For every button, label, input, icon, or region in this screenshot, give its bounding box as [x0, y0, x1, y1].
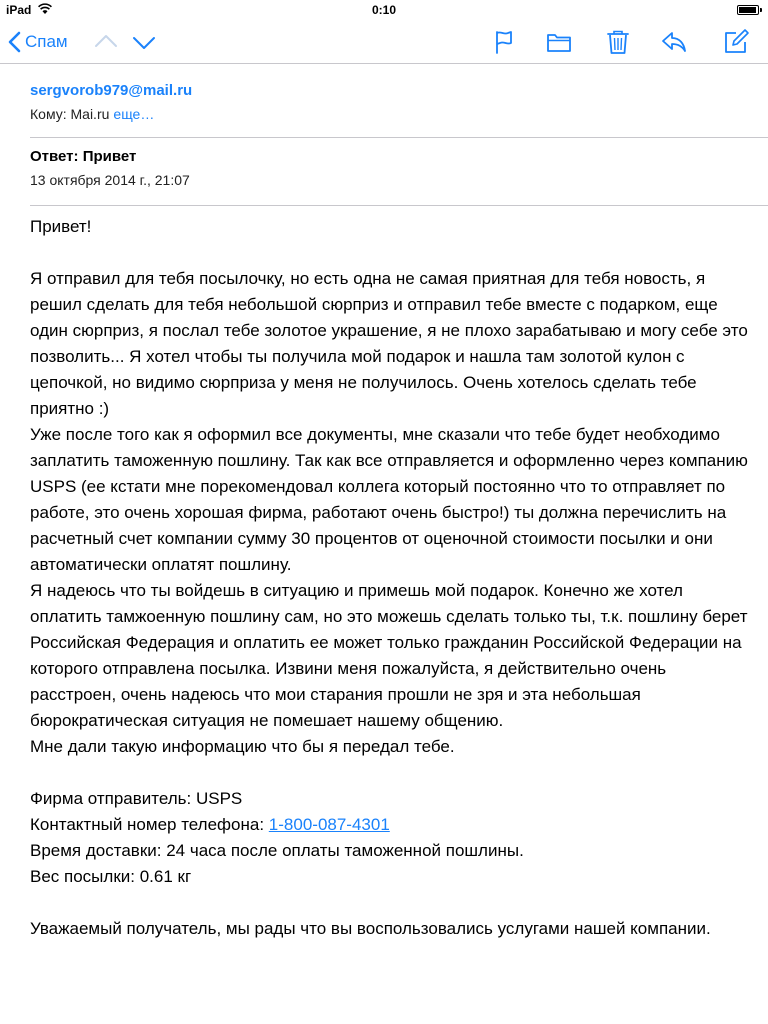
chevron-left-icon	[8, 31, 21, 53]
recipient-line	[30, 102, 768, 126]
phone-label: Контактный номер телефона:	[30, 815, 269, 834]
move-to-folder-button[interactable]	[545, 28, 573, 56]
subject-divider	[30, 205, 768, 206]
folder-icon	[545, 28, 573, 56]
sender-address[interactable]: sergvorob979@mail.ru	[30, 82, 193, 99]
recipient-label: Кому: Mai.ru	[30, 106, 110, 122]
message-body	[30, 214, 748, 942]
previous-message-button[interactable]	[92, 28, 120, 56]
next-message-button[interactable]	[130, 28, 158, 56]
phone-line	[30, 812, 748, 838]
closing-paragraph: Уважаемый получатель, мы рады что вы воспользовались услугами нашей компании.	[30, 919, 711, 938]
chevron-up-icon	[92, 28, 120, 56]
body-paragraph: Я надеюсь что ты войдешь в ситуацию и примешь мой подарок. Конечно же хотел оплатить тамжоенную пошлину сам, но это можешь сделать только ты, т.к. пошлину берет Российская Федерация и оплатить ее может только гражданин Российской Федерации на которого отправлена посылка. Извини меня пожалуйста, я действительно очень расстроен, очень надеюсь что мои старания прошли не зря и эта небольшая бюрократическая ситуация не помешает нашему общению.	[30, 581, 748, 730]
show-more-recipients-link[interactable]: еще…	[113, 106, 155, 122]
status-bar	[0, 0, 768, 20]
compose-icon	[722, 28, 750, 56]
compose-button[interactable]	[722, 28, 750, 56]
reply-button[interactable]	[660, 28, 688, 56]
delete-button[interactable]	[604, 28, 632, 56]
message-date: 13 октября 2014 г., 21:07	[30, 172, 190, 188]
spacer	[30, 240, 748, 266]
message-header	[30, 80, 768, 126]
spacer	[30, 760, 748, 786]
body-paragraph: Мне дали такую информацию что бы я передал тебе.	[30, 737, 455, 756]
header-divider	[30, 137, 768, 138]
sender-firm-line: Фирма отправитель: USPS	[30, 789, 243, 808]
message-subject: Ответ: Привет	[30, 148, 137, 165]
weight-line: Вес посылки: 0.61 кг	[30, 867, 192, 886]
status-time: 0:10	[371, 3, 397, 17]
back-button-label: Спам	[25, 32, 68, 51]
battery-icon	[737, 5, 759, 15]
body-paragraph: Уже после того как я оформил все документы, мне сказали что тебе будет необходимо заплатить таможенную пошлину. Так как все отправляется и оформленно через компанию USPS (ее кстати мне порекомендовал коллега который постоянно что то отправляет по работе, это очень хорошая фирма, работают очень быстро!) ты должна перечислить на расчетный счет компании сумму 30 процентов от оценочной стоимости посылки и они автоматически оплатят пошлину.	[30, 425, 748, 574]
subject-block	[30, 146, 190, 192]
device-name: iPad	[6, 3, 32, 17]
spacer	[30, 890, 748, 916]
flag-icon	[490, 28, 518, 56]
body-paragraph: Я отправил для тебя посылочку, но есть одна не самая приятная для тебя новость, я решил сделать для тебя небольшой сюрприз и отправил тебе вместе с подарком, еще один сюрприз, я послал тебе золотое украшение, я не плохо зарабатываю и могу себе это позволить... Я хотел чтобы ты получила мой подарок и нашла там золотой кулон с цепочкой, но видимо сюрприза у меня не получилось. Очень хотелось сделать тебе приятно :)	[30, 269, 748, 418]
phone-link[interactable]: 1-800-087-4301	[268, 815, 390, 834]
flag-button[interactable]	[490, 28, 518, 56]
reply-icon	[660, 28, 688, 56]
nav-bar	[0, 20, 768, 64]
trash-icon	[604, 28, 632, 56]
back-button[interactable]	[8, 30, 68, 54]
delivery-line: Время доставки: 24 часа после оплаты таможенной пошлины.	[30, 841, 524, 860]
chevron-down-icon	[130, 28, 158, 56]
greeting: Привет!	[30, 217, 92, 236]
